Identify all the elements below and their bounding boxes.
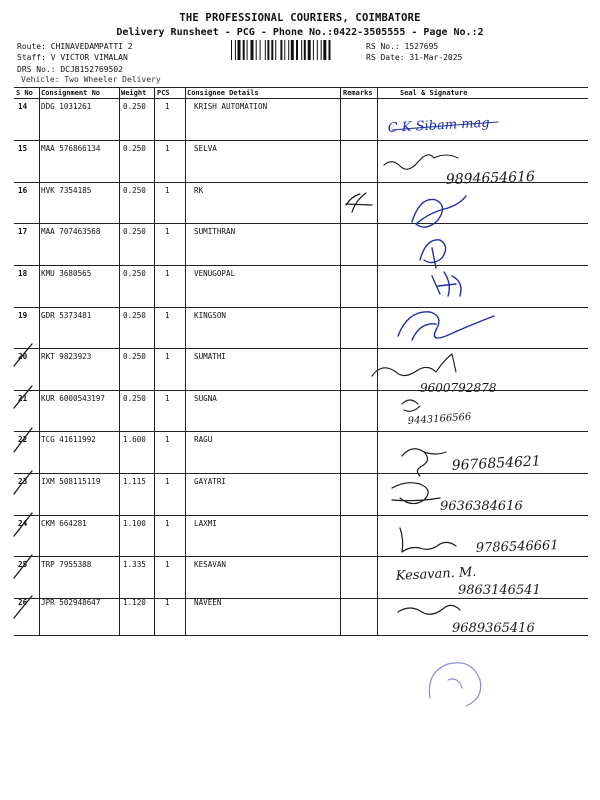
row-pcs: 1 (165, 269, 170, 278)
signature-scribble (384, 155, 458, 169)
row-pcs: 1 (165, 311, 170, 320)
row-consignment: MAA 707463568 (41, 227, 101, 236)
row-consignee: NAVEEN (194, 598, 222, 607)
route-label: Route: CHINAVEDAMPATTI 2 (17, 42, 133, 51)
row-consignment: TCG 41611992 (41, 435, 96, 444)
col-rule (185, 87, 186, 635)
row-consignment: DDG 1031261 (41, 102, 92, 111)
row-weight: 0.250 (123, 227, 146, 236)
row-weight: 1.115 (123, 477, 146, 486)
row-consignee: GAYATRI (194, 477, 227, 486)
row-rule (14, 515, 588, 516)
row-pcs: 1 (165, 227, 170, 236)
row-consignee: SELVA (194, 144, 217, 153)
signature-row-24 (400, 528, 456, 552)
row-consignment: KMU 3680565 (41, 269, 92, 278)
row-consignee: KESAVAN (194, 560, 227, 569)
table-bottom-rule (14, 635, 588, 636)
rs-number: RS No.: 1527695 (366, 42, 439, 51)
row-sno: 25 (18, 560, 28, 569)
row-rule (14, 223, 588, 224)
remarks-mark (346, 193, 372, 212)
row-rule (14, 348, 588, 349)
row-pcs: 1 (165, 186, 170, 195)
col-rule (377, 87, 378, 635)
row-consignment: CKM 664281 (41, 519, 87, 528)
row-rule (14, 140, 588, 141)
row-weight: 0.250 (123, 144, 146, 153)
row-consignee: SUMITHRAN (194, 227, 236, 236)
signature-underline (392, 122, 498, 130)
row-weight: 0.250 (123, 186, 146, 195)
handwritten-phone-row-26: 9689365416 (452, 621, 535, 636)
rs-date: RS Date: 31-Mar-2025 (366, 53, 463, 62)
row-consignee: LAXMI (194, 519, 217, 528)
row-weight: 0.250 (123, 269, 146, 278)
row-consignment: RKT 9823923 (41, 352, 92, 361)
handwritten-phone-row-24: 9786546661 (475, 538, 559, 556)
col-rule (154, 87, 155, 635)
row-weight: 0.250 (123, 352, 146, 361)
signature-row-22 (402, 449, 446, 476)
row-pcs: 1 (165, 435, 170, 444)
row-sno: 15 (18, 144, 28, 153)
handwritten-phone-row-20: 9600792878 (420, 381, 497, 395)
row-sno: 17 (18, 227, 28, 236)
row-consignment: JPR 502948647 (41, 598, 101, 607)
row-pcs: 1 (165, 352, 170, 361)
row-weight: 0.250 (123, 394, 146, 403)
row-rule (14, 431, 588, 432)
header-consignee-details: Consignee Details (187, 89, 259, 97)
header-remarks: Remarks (343, 89, 373, 97)
row-consignment: KUR 6000543197 (41, 394, 106, 403)
row-sno: 14 (18, 102, 28, 111)
row-rule (14, 390, 588, 391)
signature-row-26 (398, 605, 460, 614)
row-consignment: TRP 7955388 (41, 560, 92, 569)
row-sno: 23 (18, 477, 28, 486)
staff-label: Staff: V VICTOR VIMALAN (17, 53, 128, 62)
handwritten-phone-row-22: 9676854621 (451, 453, 542, 474)
row-consignment: MAA 576866134 (41, 144, 101, 153)
col-rule (340, 87, 341, 635)
row-sno: 18 (18, 269, 28, 278)
row-weight: 1.600 (123, 435, 146, 444)
row-weight: 1.100 (123, 519, 146, 528)
row-rule (14, 556, 588, 557)
table-top-rule (14, 87, 588, 88)
col-rule (119, 87, 120, 635)
row-rule (14, 307, 588, 308)
row-consignee: SUMATHI (194, 352, 227, 361)
row-consignee: RK (194, 186, 204, 195)
header-seal-signature: Seal & Signature (400, 89, 468, 97)
signature-row-23 (392, 483, 440, 504)
row-sno: 21 (18, 394, 28, 403)
row-sno: 24 (18, 519, 28, 528)
table-header-rule (14, 98, 588, 99)
signature-row-20 (372, 354, 456, 376)
row-consignee: RAGU (194, 435, 213, 444)
row-pcs: 1 (165, 519, 170, 528)
handwritten-signature-row-25: Kesavan. M. (395, 564, 477, 584)
handwritten-phone-row-25: 9863146541 (458, 583, 541, 598)
row-pcs: 1 (165, 477, 170, 486)
header-weight: Weight (121, 89, 147, 97)
row-sno: 20 (18, 352, 28, 361)
header-pcs: PCS (157, 89, 170, 97)
vehicle-label: Vehicle: Two Wheeler Delivery (21, 75, 161, 84)
col-rule (39, 87, 40, 635)
row-weight: 0.250 (123, 102, 146, 111)
runsheet-subtitle: Delivery Runsheet - PCG - Phone No.:0422-3505555 - Page No.:2 (116, 27, 484, 38)
blue-signatures (398, 196, 494, 340)
handwritten-phone-row-21: 9443166566 (407, 411, 472, 427)
row-sno: 26 (18, 598, 28, 607)
row-rule (14, 473, 588, 474)
row-consignment: HVK 7354185 (41, 186, 92, 195)
company-title: THE PROFESSIONAL COURIERS, COIMBATORE (179, 12, 421, 24)
row-weight: 1.335 (123, 560, 146, 569)
handwritten-phone-row-15: 9894654616 (445, 168, 536, 188)
row-weight: 0.250 (123, 311, 146, 320)
handwritten-phone-row-23: 9636384616 (440, 499, 523, 514)
row-consignment: IXM 508115119 (41, 477, 101, 486)
row-rule (14, 182, 588, 183)
row-consignment: GDR 5373481 (41, 311, 92, 320)
faint-stamp (429, 663, 480, 706)
header-consignment: Consignment No (41, 89, 101, 97)
row-sno: 19 (18, 311, 28, 320)
signature-row-21 (402, 400, 420, 411)
barcode (231, 40, 357, 60)
row-sno: 22 (18, 435, 28, 444)
handwritten-signature-row-14: C K Sibam mag (387, 115, 490, 136)
row-pcs: 1 (165, 560, 170, 569)
row-pcs: 1 (165, 102, 170, 111)
row-consignee: KINGSON (194, 311, 227, 320)
row-pcs: 1 (165, 144, 170, 153)
header-sno: S No (16, 89, 33, 97)
row-consignee: SUGNA (194, 394, 217, 403)
row-rule (14, 265, 588, 266)
row-consignee: VENUGOPAL (194, 269, 236, 278)
row-weight: 1.120 (123, 598, 146, 607)
drs-number: DRS No.: DCJB152769502 (17, 65, 123, 74)
row-consignee: KRISH AUTOMATION (194, 102, 268, 111)
row-pcs: 1 (165, 394, 170, 403)
row-pcs: 1 (165, 598, 170, 607)
row-sno: 16 (18, 186, 28, 195)
